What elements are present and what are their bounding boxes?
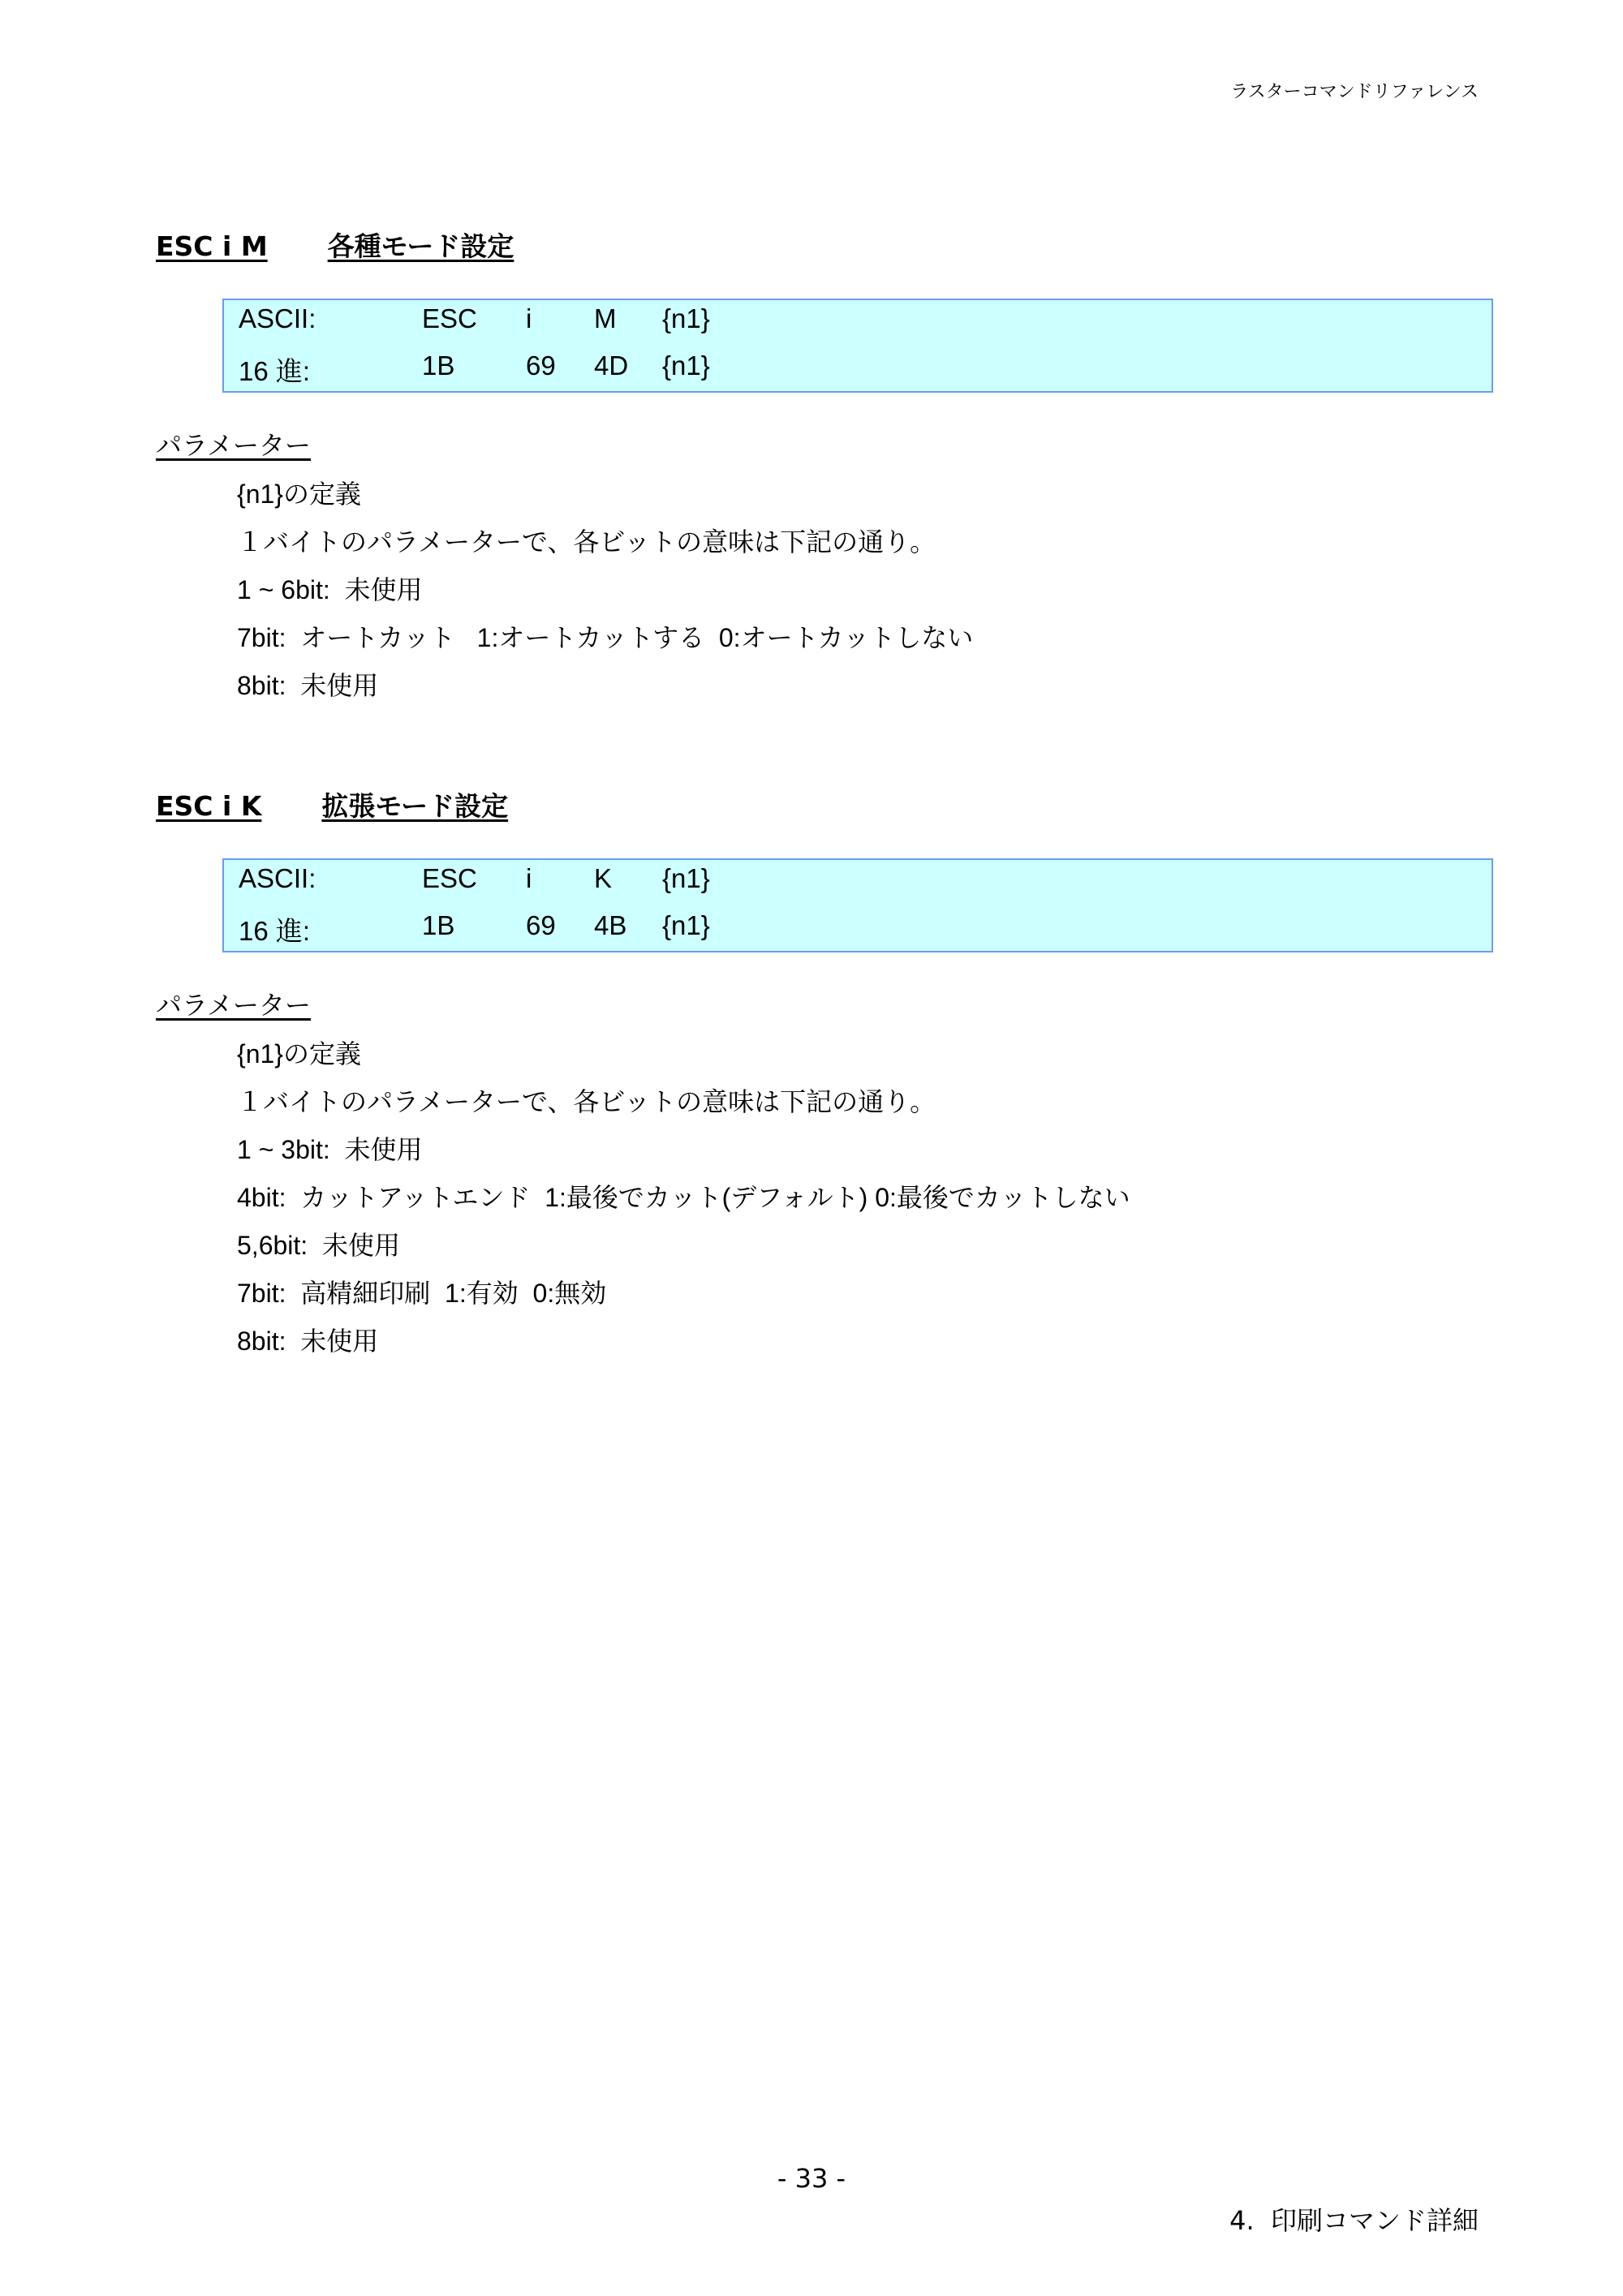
hex-byte-1: 1B <box>422 910 455 940</box>
command-code: ESC i M <box>156 230 268 262</box>
ascii-byte-2: i <box>526 303 532 333</box>
ascii-byte-2: i <box>526 863 532 893</box>
parameter-line: 5,6bit: 未使用 <box>237 1231 400 1260</box>
parameter-line: 4bit: カットアットエンド 1:最後でカット(デフォルト) 0:最後でカットしない <box>237 1183 1130 1212</box>
hex-byte-1: 1B <box>422 350 455 381</box>
parameter-line: １バイトのパラメーターで、各ビットの意味は下記の通り。 <box>237 1087 936 1116</box>
parameter-line: １バイトのパラメーターで、各ビットの意味は下記の通り。 <box>237 527 936 557</box>
parameter-line: {n1}の定義 <box>237 1039 361 1068</box>
hex-byte-2: 69 <box>526 350 556 381</box>
parameter-line: 7bit: オートカット 1:オートカットする 0:オートカットしない <box>237 623 974 652</box>
ascii-byte-3: K <box>594 863 613 893</box>
command-name: 各種モード設定 <box>327 230 514 262</box>
parameter-line: 7bit: 高精細印刷 1:有効 0:無効 <box>237 1279 607 1308</box>
ascii-param: {n1} <box>662 863 710 893</box>
page-number: - 33 - <box>777 2163 846 2194</box>
hex-label: 16 進: <box>239 916 311 946</box>
ascii-param: {n1} <box>662 303 710 333</box>
running-header: ラスターコマンドリファレンス <box>1230 82 1479 102</box>
section-title-esc-i-m <box>156 226 514 264</box>
chapter-footer: 4. 印刷コマンド詳細 <box>1229 2205 1479 2236</box>
parameter-line: 1 ~ 3bit: 未使用 <box>237 1135 423 1164</box>
ascii-byte-3: M <box>594 303 617 333</box>
command-syntax-box <box>222 858 1493 952</box>
hex-param: {n1} <box>662 910 710 940</box>
hex-label: 16 進: <box>239 356 311 386</box>
command-name: 拡張モード設定 <box>321 790 509 822</box>
parameter-line: {n1}の定義 <box>237 479 361 509</box>
section-title-esc-i-k <box>156 785 508 823</box>
parameter-line: 1 ~ 6bit: 未使用 <box>237 575 423 604</box>
hex-param: {n1} <box>662 350 710 381</box>
ascii-label: ASCII: <box>239 863 316 893</box>
hex-byte-3: 4D <box>594 350 629 381</box>
command-code: ESC i K <box>156 790 262 822</box>
parameter-heading: パラメーター <box>156 430 312 461</box>
parameter-line: 8bit: 未使用 <box>237 671 379 700</box>
parameter-heading: パラメーター <box>156 990 312 1021</box>
hex-byte-3: 4B <box>594 910 627 940</box>
hex-byte-2: 69 <box>526 910 556 940</box>
ascii-byte-1: ESC <box>422 303 477 333</box>
parameter-line: 8bit: 未使用 <box>237 1326 379 1356</box>
command-syntax-box <box>222 299 1493 393</box>
ascii-label: ASCII: <box>239 303 316 333</box>
ascii-byte-1: ESC <box>422 863 477 893</box>
